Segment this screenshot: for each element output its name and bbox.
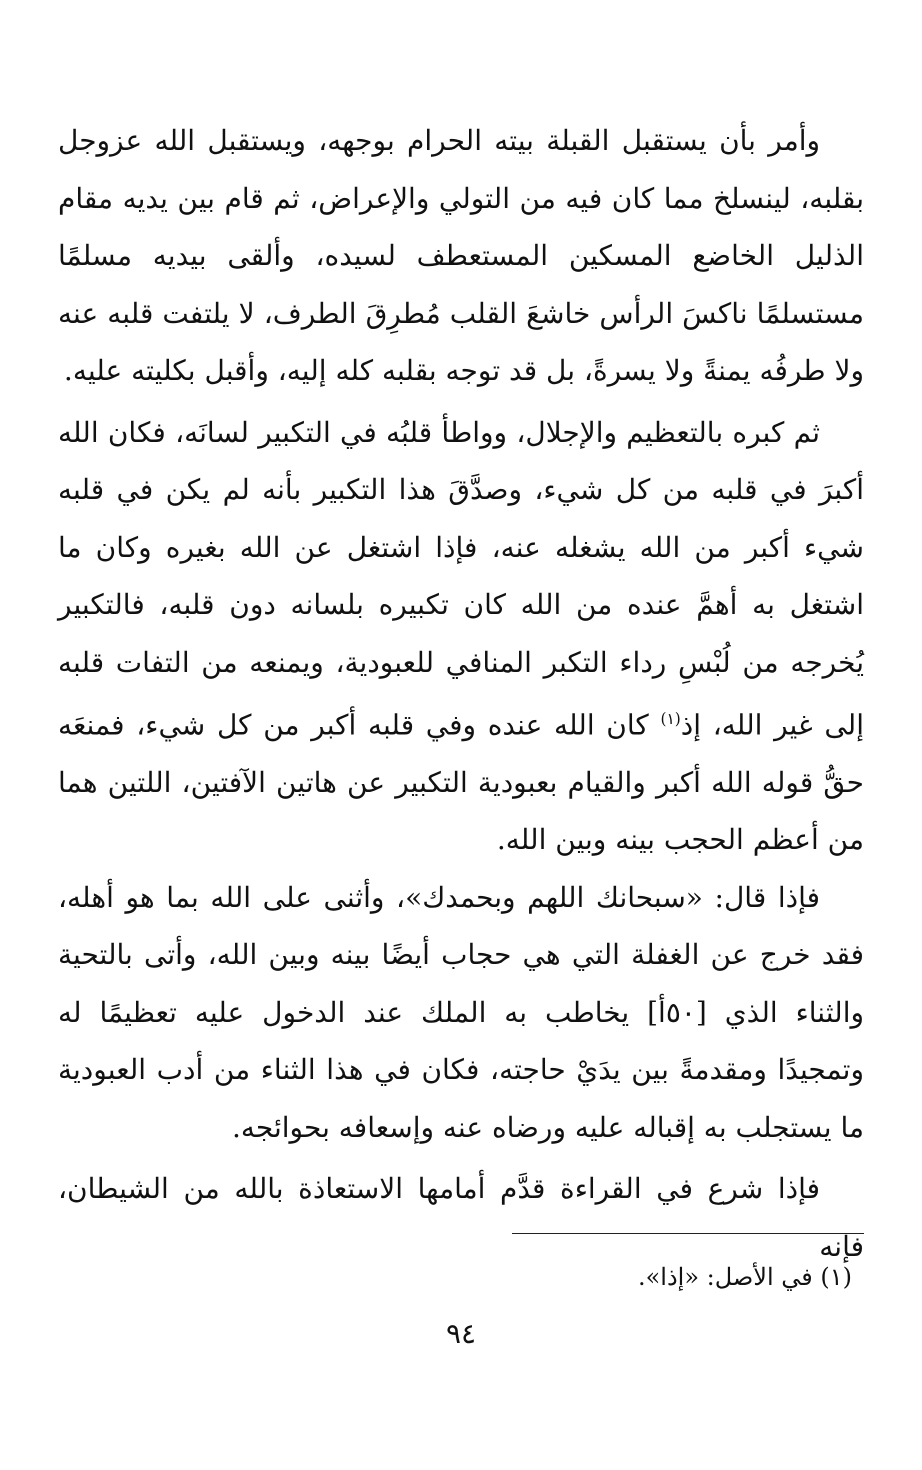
paragraph-2-text: ثم كبره بالتعظيم والإجلال، وواطأ قلبُه في التكبير لسانَه، فكان الله أكبرَ في قلبه من كل شيء، وصدَّقَ هذا التكبير بأنه لم يكن في قلبه شيء أكبر من الله يشغله عنه، فإذا اشتغل عن الله بغيره وكان ما اشتغل به أهمَّ عنده من الله كان تكبيره بلسانه دون قلبه، فالتكبير يُخرجه من لُبْسِ رداء التكبر المنافي للعبودية، ويمنعه من التفات قلبه إلى غير الله، إذ xyxy=(58,415,864,742)
paragraph-2-continued: كان الله عنده وفي قلبه أكبر من كل شيء، فمنعَه حقُّ قوله الله أكبر والقيام بعبودية التكبير عن هاتين الآفتين، اللتين هما من أعظم الحجب بينه وبين الله. xyxy=(58,708,864,857)
footnote-reference: (١) xyxy=(660,710,681,728)
paragraph-2 xyxy=(58,404,864,869)
page-number: ٩٤ xyxy=(445,1317,477,1350)
footnote-divider xyxy=(512,1233,864,1234)
body-text xyxy=(58,112,864,1279)
paragraph-4: فإذا شرع في القراءة قدَّم أمامها الاستعاذة بالله من الشيطان، فإنه xyxy=(58,1172,864,1263)
paragraph-3: فإذا قال: «سبحانك اللهم وبحمدك»، وأثنى على الله بما هو أهله، فقد خرج عن الغفلة التي هي حجاب أيضًا بينه وبين الله، وأتى بالتحية والثناء الذي [٥٠أ] يخاطب به الملك عند الدخول عليه تعظيمًا له وتمجيدًا ومقدمةً بين يدَيْ حاجته، فكان في هذا الثناء من أدب العبودية ما يستجلب به إقباله عليه ورضاه عنه وإسعافه بحوائجه. xyxy=(58,880,865,1144)
footnote: (١) في الأصل: «إذا». xyxy=(637,1263,852,1291)
paragraph-1: وأمر بأن يستقبل القبلة بيته الحرام بوجهه، ويستقبل الله عزوجل بقلبه، لينسلخ مما كان فيه من التولي والإعراض، ثم قام بين يديه مقام الذليل الخاضع المسكين المستعطف لسيده، وألقى بيديه مسلمًا مستسلمًا ناكسَ الرأس خاشعَ القلب مُطرِقَ الطرف، لا يلتفت قلبه عنه ولا طرفُه يمنةً ولا يسرةً، بل قد توجه بقلبه كله إليه، وأقبل بكليته عليه. xyxy=(58,124,864,387)
